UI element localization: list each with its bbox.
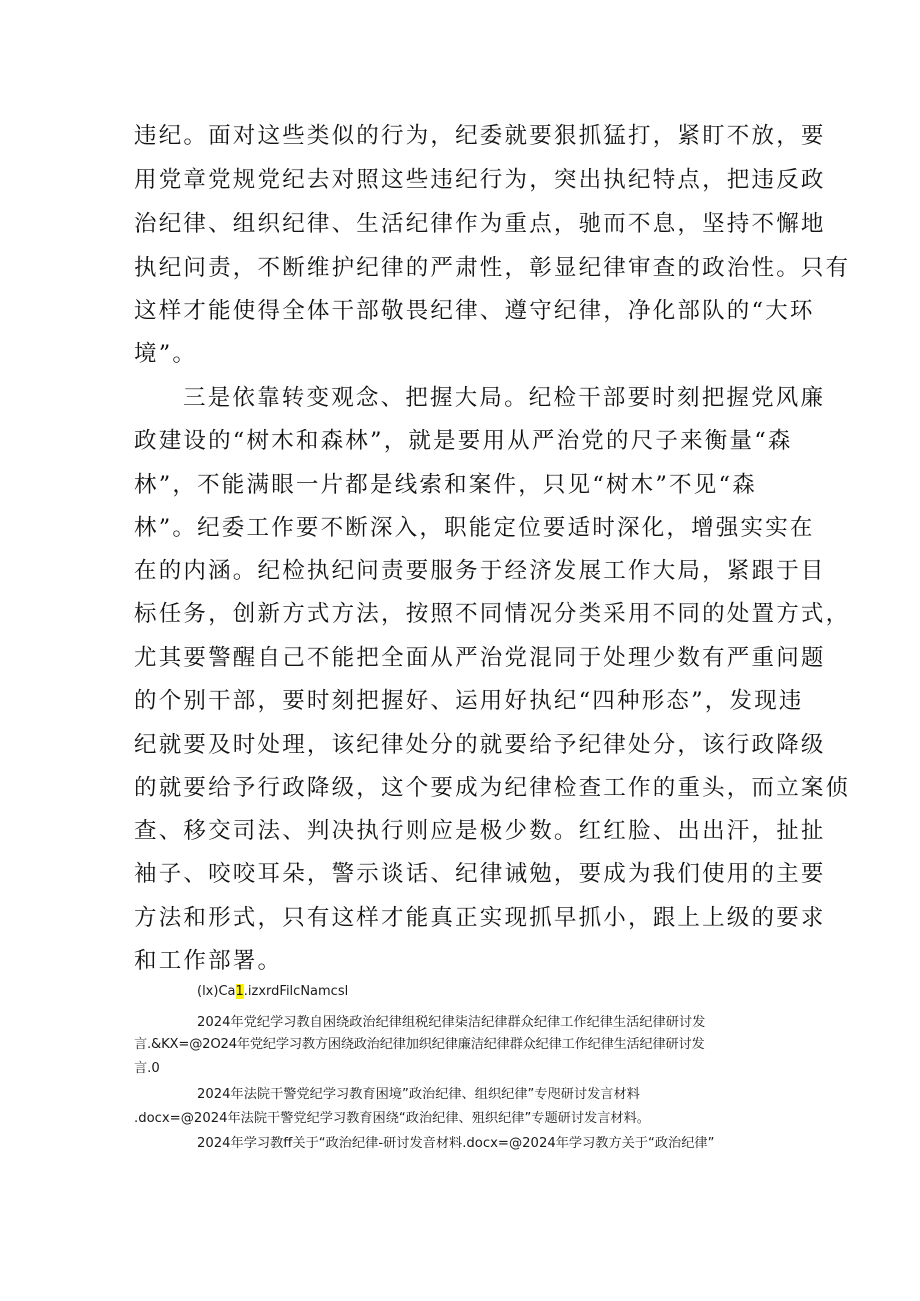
- body-line-13: 尤其要警醒自己不能把全面从严治党混同于处理少数有严重问题: [134, 645, 826, 671]
- note-line-3: 言.0: [134, 1061, 160, 1076]
- body-line-17: 查、移交司法、判决执行则应是极少数。红红脸、出出汗，扯扯: [134, 818, 826, 844]
- body-line-11: 在的内涵。纪检执纪问责要服务于经济发展工作大局，紧跟于目: [134, 558, 826, 584]
- body-line-4: 执纪问责，不断维护纪律的严肃性，彰显纪律审查的政治性。只有: [134, 255, 851, 281]
- field-marker-highlight: 1: [235, 984, 244, 999]
- body-line-9: 林”，不能满眼一片都是线索和案件，只见“树木”不见“森: [134, 472, 757, 498]
- note-line-1: 2024年党纪学习教自困绕政治纪律组税纪律柒洁纪律群众纪律工作纪律生活纪律研讨发: [197, 1015, 706, 1030]
- paragraph-start-line: 三是依靠转变观念、把握大局。纪检干部要时刻把握党风廉: [183, 385, 826, 411]
- body-line-18: 袖子、咬咬耳朵，警示谈话、纪律诫勉，要成为我们使用的主要: [134, 861, 826, 887]
- body-line-14: 的个别干部，要时刻把握好、运用好执纪“四种形态”，发现违: [134, 688, 804, 714]
- body-line-1: 违纪。面对这些类似的行为，纪委就要狠抓猛打，紧盯不放，要: [134, 123, 826, 149]
- body-line-2: 用党章党规党纪去对照这些违纪行为，突出执纪特点，把违反政: [134, 167, 826, 193]
- body-line-16: 的就要给予行政降级，这个要成为纪律检查工作的重头，而立案侦: [134, 775, 851, 801]
- body-line-8: 政建设的“树木和森林”，就是要用从严治党的尺子来衡量“森: [134, 428, 793, 454]
- body-line-5: 这样才能使得全体干部敬畏纪律、遵守纪律，净化部队的“大环: [134, 298, 815, 324]
- body-line-12: 标任务，创新方式方法，按照不同情况分类采用不同的处置方式，: [134, 601, 851, 627]
- note-line-2: 言.&KX=@2O24年党纪学习教方困绕政治纪律加织纪律廉洁纪律群众纪律工作纪律生活纪律研讨发: [134, 1037, 705, 1052]
- body-line-10: 林”。纪委工作要不断深入，职能定位要适时深化，增强实实在: [134, 515, 815, 541]
- note-line-6: 2024年学习教ff关于“政治纪律-研讨发音材料.docx=@2024年学习教方关于“政治纪律”: [197, 1136, 715, 1151]
- field-marker: [197, 984, 867, 999]
- note-line-5: .docx=@2024年法院干警党纪学习教育困绕“政治纪律、殂织纪律”专题研讨发言材料。: [134, 1111, 650, 1126]
- body-line-6: 境”。: [134, 341, 198, 367]
- note-line-4: 2024年法院干警党纪学习教育困境”政治纪律、组织纪律”专咫研讨发言材料: [197, 1087, 640, 1102]
- body-line-15: 纪就要及时处理，该纪律处分的就要给予纪律处分，该行政降级: [134, 732, 826, 758]
- body-line-3: 治纪律、组织纪律、生活纪律作为重点，驰而不息，坚持不懈地: [134, 211, 826, 237]
- body-line-20: 和工作部署。: [134, 948, 283, 974]
- body-line-19: 方法和形式，只有这样才能真正实现抓早抓小，跟上上级的要求: [134, 905, 826, 931]
- field-marker-suffix: .izxrdFilcNamcsl: [243, 984, 349, 999]
- field-marker-prefix: (lx)Ca: [197, 984, 236, 999]
